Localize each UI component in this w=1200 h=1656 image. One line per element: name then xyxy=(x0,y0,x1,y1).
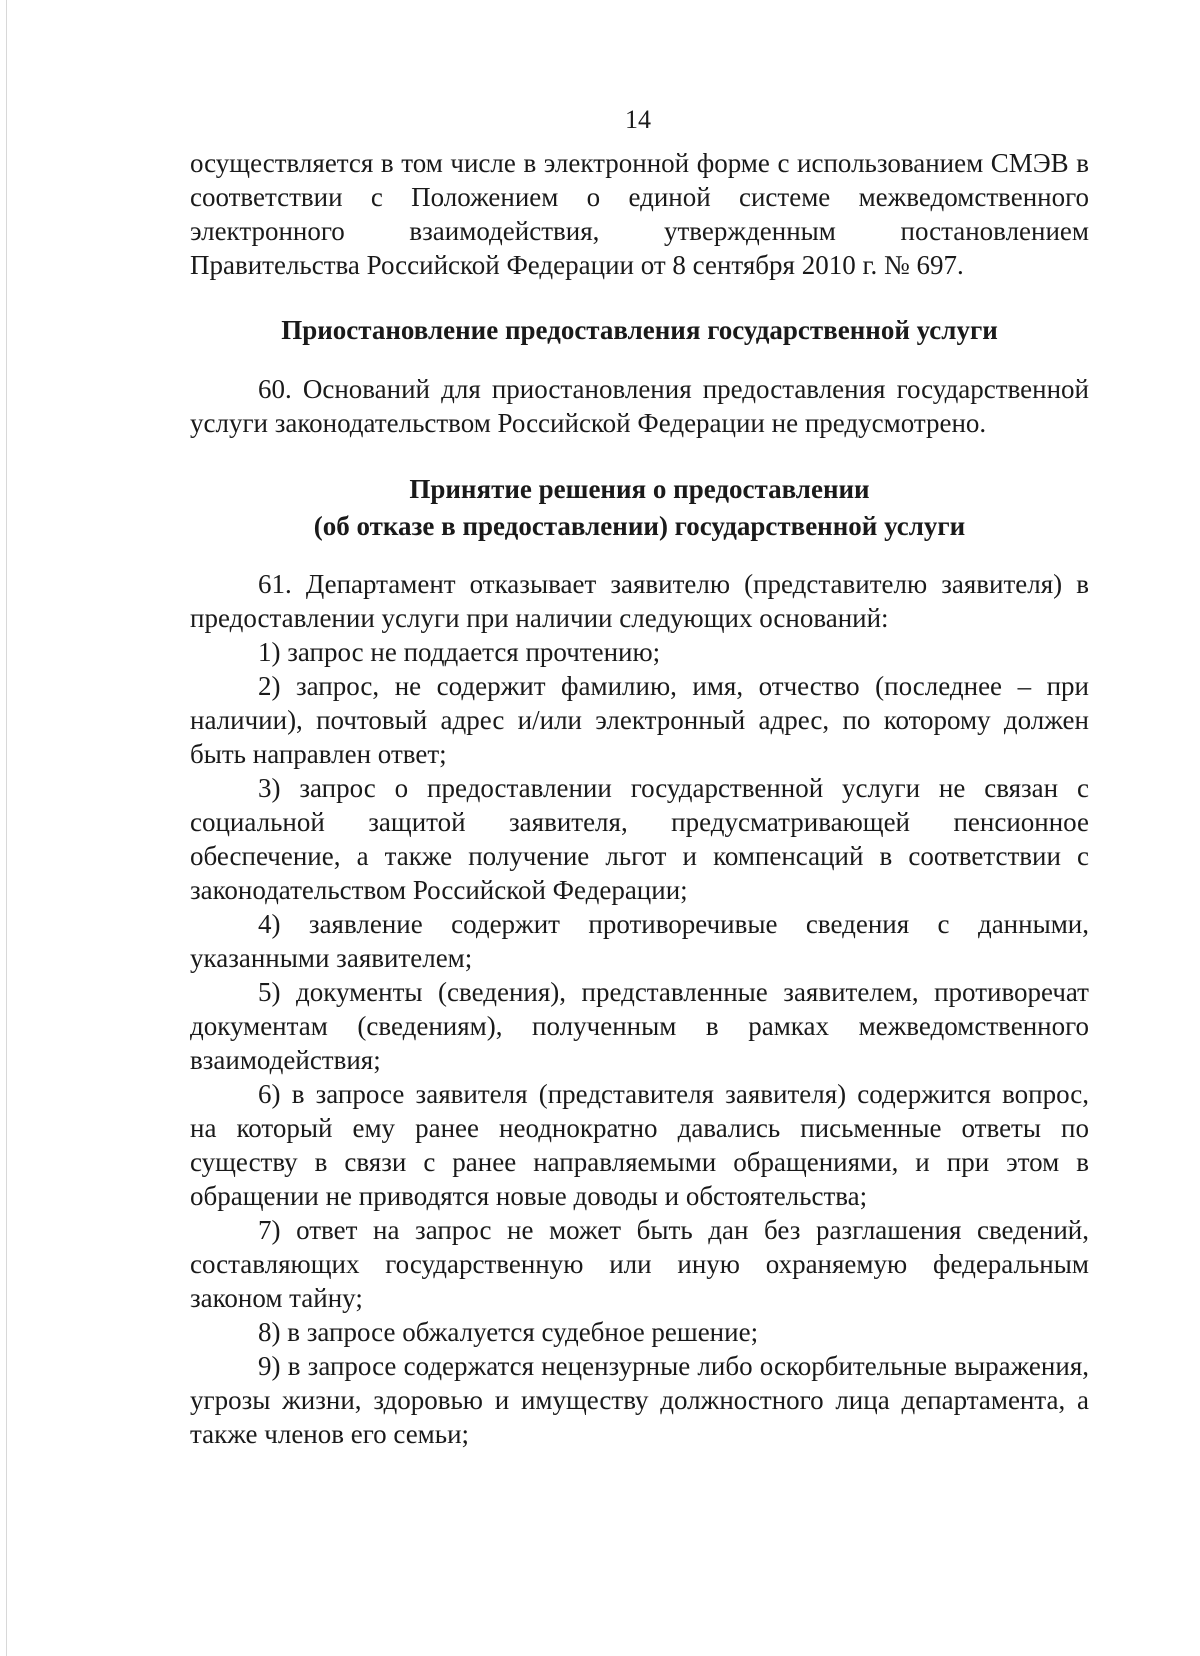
paragraph-60-block xyxy=(190,372,1089,440)
list-item-9: 9) в запросе содержатся нецензурные либо оскорбительные выражения, угрозы жизни, здоровью и имуществу должностного лица департамента, а также членов его семьи; xyxy=(190,1351,1089,1449)
section-heading-suspension xyxy=(190,312,1089,349)
list-item-4: 4) заявление содержит противоречивые сведения с данными, указанными заявителем; xyxy=(190,909,1089,973)
paragraph-60: 60. Оснований для приостановления предоставления государственной услуги законодательством Российской Федерации не предусмотрено. xyxy=(190,374,1089,438)
paragraph-61: 61. Департамент отказывает заявителю (представителю заявителя) в предоставлении услуги при наличии следующих оснований: xyxy=(190,569,1089,633)
list-item-8: 8) в запросе обжалуется судебное решение; xyxy=(258,1317,759,1347)
intro-paragraph: осуществляется в том числе в электронной форме с использованием СМЭВ в соответствии с Положением о единой системе межведомственного электронного взаимодействия, утвержденным постановлением Правительства Российской Федерации от 8 сентября 2010 г. № 697. xyxy=(190,148,1089,280)
list-item-1: 1) запрос не поддается прочтению; xyxy=(258,637,661,667)
page-number: 14 xyxy=(625,105,651,134)
list-item-2: 2) запрос, не содержит фамилию, имя, отчество (последнее – при наличии), почтовый адрес и/или электронный адрес, по которому должен быть направлен ответ; xyxy=(190,671,1089,769)
list-item-6: 6) в запросе заявителя (представителя заявителя) содержится вопрос, на который ему ранее неоднократно давались письменные ответы по существу в связи с ранее направляемыми обращениями, и при этом в обращении не приводятся новые доводы и обстоятельства; xyxy=(190,1079,1089,1211)
list-item-7: 7) ответ на запрос не может быть дан без разглашения сведений, составляющих государственную или иную охраняемую федеральным законом тайну; xyxy=(190,1215,1089,1313)
list-item-5: 5) документы (сведения), представленные заявителем, противоречат документам (сведениям), полученным в рамках межведомственного взаимодействия; xyxy=(190,977,1089,1075)
section-heading-decision-line-2: (об отказе в предоставлении) государственной услуги xyxy=(313,511,966,541)
paragraph-61-block xyxy=(190,567,1089,1451)
section-heading-suspension-text: Приостановление предоставления государственной услуги xyxy=(281,315,998,345)
intro-block xyxy=(190,146,1089,282)
section-heading-decision-line-1: Принятие решения о предоставлении xyxy=(409,474,870,504)
list-item-3: 3) запрос о предоставлении государственной услуги не связан с социальной защитой заявителя, предусматривающей пенсионное обеспечение, а также получение льгот и компенсаций в соответствии с законодательством Российской Федерации; xyxy=(190,773,1089,905)
section-heading-decision xyxy=(190,471,1089,545)
